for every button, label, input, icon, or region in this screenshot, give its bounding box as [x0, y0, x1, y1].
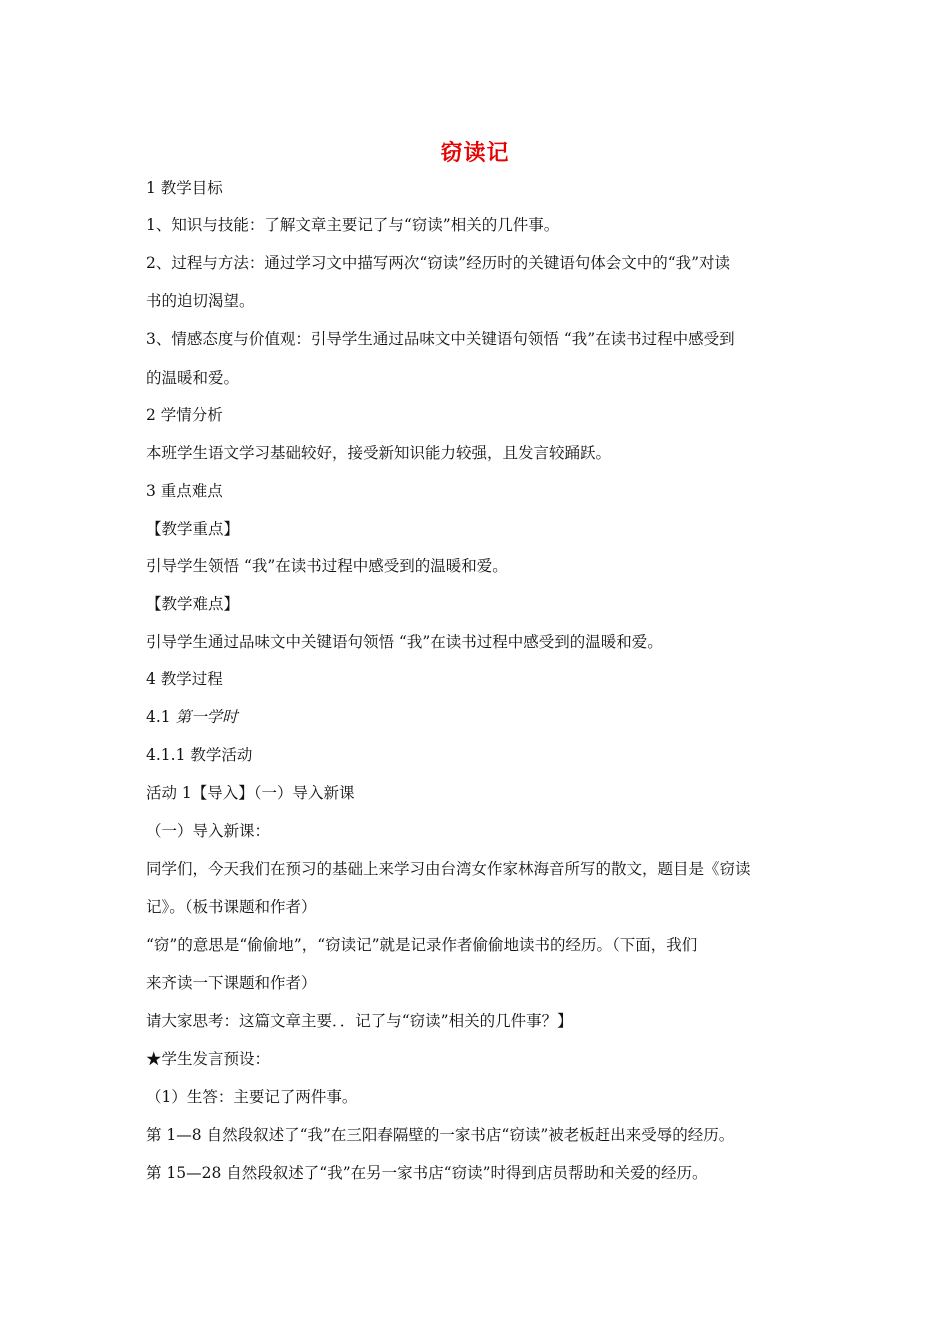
section-heading: 4 教学过程 — [146, 670, 223, 688]
paragraph-line: 引导学生通过品味文中关键语句领悟 “我”在读书过程中感受到的温暖和爱。 — [146, 633, 663, 651]
subsection-heading — [146, 706, 816, 728]
paragraph-line: 第 15—28 自然段叙述了“我”在另一家书店“窃读”时得到店员帮助和关爱的经历。 — [146, 1164, 708, 1182]
paragraph-line: 第 1—8 自然段叙述了“我”在三阳春隔壁的一家书店“窃读”被老板赶出来受辱的经历。 — [146, 1126, 735, 1144]
paragraph-line: 请大家思考：这篇文章主要．．记了与“窃读”相关的几件事？】 — [146, 1012, 573, 1030]
subheading: 【教学重点】 — [146, 520, 240, 538]
paragraph-line: 引导学生领悟 “我”在读书过程中感受到的温暖和爱。 — [146, 557, 508, 575]
subsection-number: 4.1 — [146, 708, 171, 726]
paragraph-line: 3、情感态度与价值观：引导学生通过品味文中关键语句领悟 “我”在读书过程中感受到 — [146, 330, 735, 348]
paragraph-line: 的温暖和爱。 — [146, 369, 240, 387]
paragraph-line: 书的迫切渴望。 — [146, 292, 255, 310]
subsection-heading: 4.1.1 教学活动 — [146, 746, 253, 764]
section-heading: 1 教学目标 — [146, 179, 223, 197]
paragraph-line: 记》。（板书课题和作者） — [146, 898, 317, 916]
section-heading: 3 重点难点 — [146, 482, 223, 500]
subheading: 【教学难点】 — [146, 595, 240, 613]
paragraph-line: （1）生答：主要记了两件事。 — [146, 1088, 358, 1106]
paragraph-line: （一）导入新课： — [146, 822, 271, 840]
paragraph-line: 2、过程与方法：通过学习文中描写两次“窃读”经历时的关键语句体会文中的“我”对读 — [146, 254, 731, 272]
paragraph-line: 本班学生语文学习基础较好，接受新知识能力较强，且发言较踊跃。 — [146, 444, 612, 462]
section-heading: 2 学情分析 — [146, 406, 223, 424]
activity-heading: 活动 1【导入】（一）导入新课 — [146, 784, 355, 802]
paragraph-line: “窃”的意思是“偷偷地”，“窃读记”就是记录作者偷偷地读书的经历。（下面，我们 — [146, 936, 698, 954]
paragraph-line: 1、知识与技能：了解文章主要记了与“窃读”相关的几件事。 — [146, 216, 560, 234]
document-title: 窃读记 — [440, 141, 510, 166]
paragraph-line: 来齐读一下课题和作者） — [146, 974, 317, 992]
paragraph-line: 同学们，今天我们在预习的基础上来学习由台湾女作家林海音所写的散文，题目是《窃读 — [146, 860, 751, 878]
paragraph-line: ★学生发言预设： — [146, 1050, 271, 1068]
subsection-title: 第一学时 — [175, 708, 238, 726]
